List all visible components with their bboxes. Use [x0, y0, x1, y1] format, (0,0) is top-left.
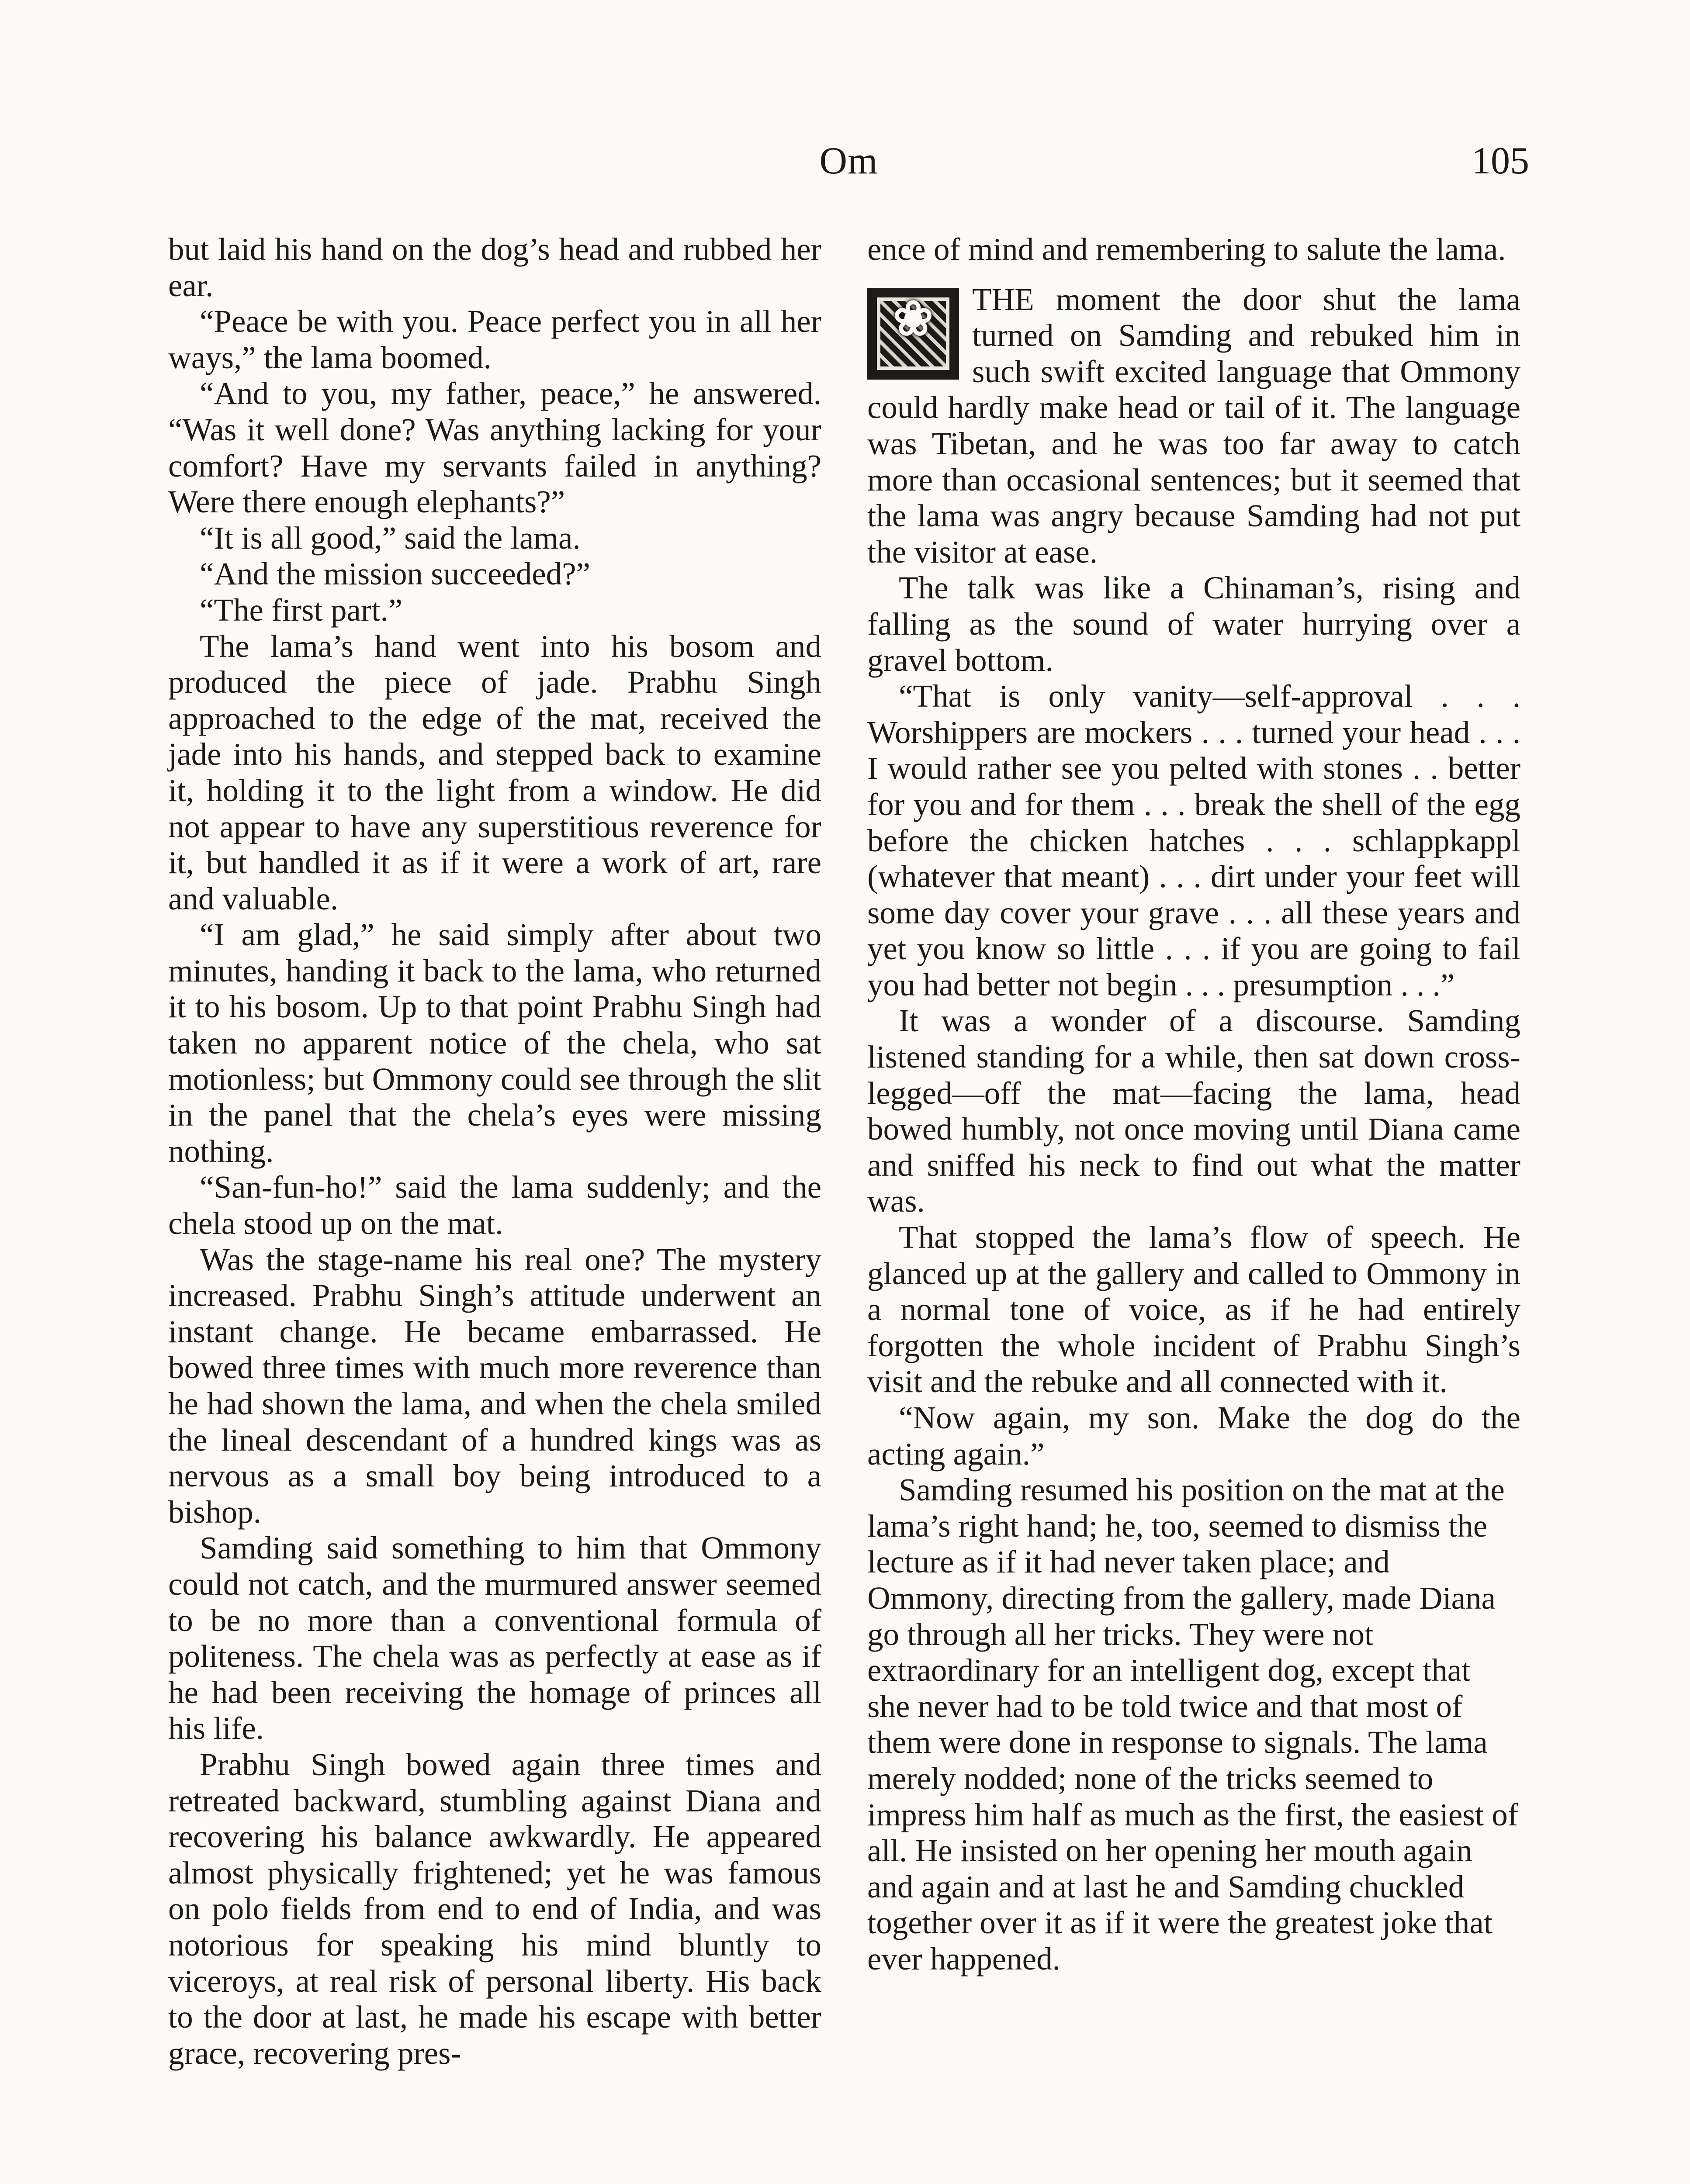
paragraph: It was a wonder of a discourse. Samding listened standing for a while, then sat down cross-legged—off the mat—facing the lama, head bowed humbly, not once moving until Diana came and sniffed his neck to find out what the matter was.	[867, 1003, 1520, 1219]
paragraph: THE moment the door shut the lama turned on Samding and rebuked him in such swift excited language that Ommony could hardly make head or tail of it. The language was Tibetan, and he was too far away to catch more than occasional sentences; but it seemed that the lama was angry because Samding had not put the visitor at ease.	[867, 281, 1520, 570]
paragraph: Samding resumed his position on the mat at the lama’s right hand; he, too, seemed to dismiss the lecture as if it had never taken place; and Ommony, directing from the gallery, made Diana go through all her tricks. They were not extraordinary for an intelligent dog, except that she never had to be told twice and that most of them were done in response to signals. The lama merely nodded; none of the tricks seemed to impress him half as much as the first, the easiest of all. He insisted on her opening her mouth again and again and at last he and Samding chuckled together over it as if it were the greatest joke that ever happened.	[867, 1472, 1519, 1977]
paragraph: but laid his hand on the dog’s head and rubbed her ear.	[168, 232, 821, 303]
paragraph: Samding said something to him that Ommony could not catch, and the murmured answer seemed to be no more than a conventional formula of politeness. The chela was as perfectly at ease as if he had been receiving the homage of princes all his life.	[168, 1530, 821, 1746]
paragraph: That stopped the lama’s flow of speech. He glanced up at the gallery and called to Ommony in a normal tone of voice, as if he had entirely forgotten the whole incident of Prabhu Singh’s visit and the rebuke and all connected with it.	[867, 1220, 1520, 1400]
paragraph: The talk was like a Chinaman’s, rising and falling as the sound of water hurrying over a gravel bottom.	[867, 570, 1520, 678]
paragraph: “San-fun-ho!” said the lama suddenly; and the chela stood up on the mat.	[168, 1169, 821, 1241]
running-title: Om	[819, 140, 878, 182]
paragraph: “Peace be with you. Peace perfect you in all her ways,” the lama boomed.	[168, 304, 821, 375]
paragraph: “The first part.”	[200, 592, 403, 628]
paragraph: ence of mind and remembering to salute the lama.	[867, 232, 1506, 267]
paragraph: “And the mission succeeded?”	[200, 556, 590, 592]
running-head	[168, 139, 1529, 187]
ornamental-initial-icon: ❀	[867, 288, 959, 380]
paragraph: Was the stage-name his real one? The mystery increased. Prabhu Singh’s attitude underwent an instant change. He became embarrassed. He bowed three times with much more reverence than he had shown the lama, and when the chela smiled the lineal descendant of a hundred kings was as nervous as a small boy being introduced to a bishop.	[168, 1241, 821, 1530]
left-column	[168, 232, 821, 2071]
paragraph: “I am glad,” he said simply after about two minutes, handing it back to the lama, who returned it to his bosom. Up to that point Prabhu Singh had taken no apparent notice of the chela, who sat motionless; but Ommony could see through the slit in the panel that the chela’s eyes were missing nothing.	[168, 917, 821, 1169]
page-number: 105	[1472, 140, 1529, 182]
paragraph: “And to you, my father, peace,” he answered. “Was it well done? Was anything lacking for your comfort? Have my servants failed in anything? Were there enough elephants?”	[168, 376, 821, 520]
paragraph: “That is only vanity—self-approval . . . Worshippers are mockers . . . turned your head . . . I would rather see you pelted with stones . . better for you and for them . . . break the shell of the egg before the chicken hatches . . . schlappkappl (whatever that meant) . . . dirt under your feet will some day cover your grave . . . all these years and yet you know so little . . . if you are going to fail you had better not begin . . . presumption . . .”	[867, 678, 1520, 1002]
paragraph: “It is all good,” said the lama.	[200, 520, 581, 556]
right-column	[867, 232, 1520, 1977]
paragraph: Prabhu Singh bowed again three times and retreated backward, stumbling against Diana and recovering his balance awkwardly. He appeared almost physically frightened; yet he was famous on polo fields from end to end of India, and was notorious for speaking his mind bluntly to viceroys, at real risk of personal liberty. His back to the door at last, he made his escape with better grace, recovering pres-	[168, 1746, 821, 2071]
paragraph: The lama’s hand went into his bosom and produced the piece of jade. Prabhu Singh approached to the edge of the mat, received the jade into his hands, and stepped back to examine it, holding it to the light from a window. He did not appear to have any superstitious reverence for it, but handled it as if it were a work of art, rare and valuable.	[168, 628, 821, 916]
section-break	[867, 268, 1520, 282]
paragraph: “Now again, my son. Make the dog do the acting again.”	[867, 1400, 1520, 1472]
